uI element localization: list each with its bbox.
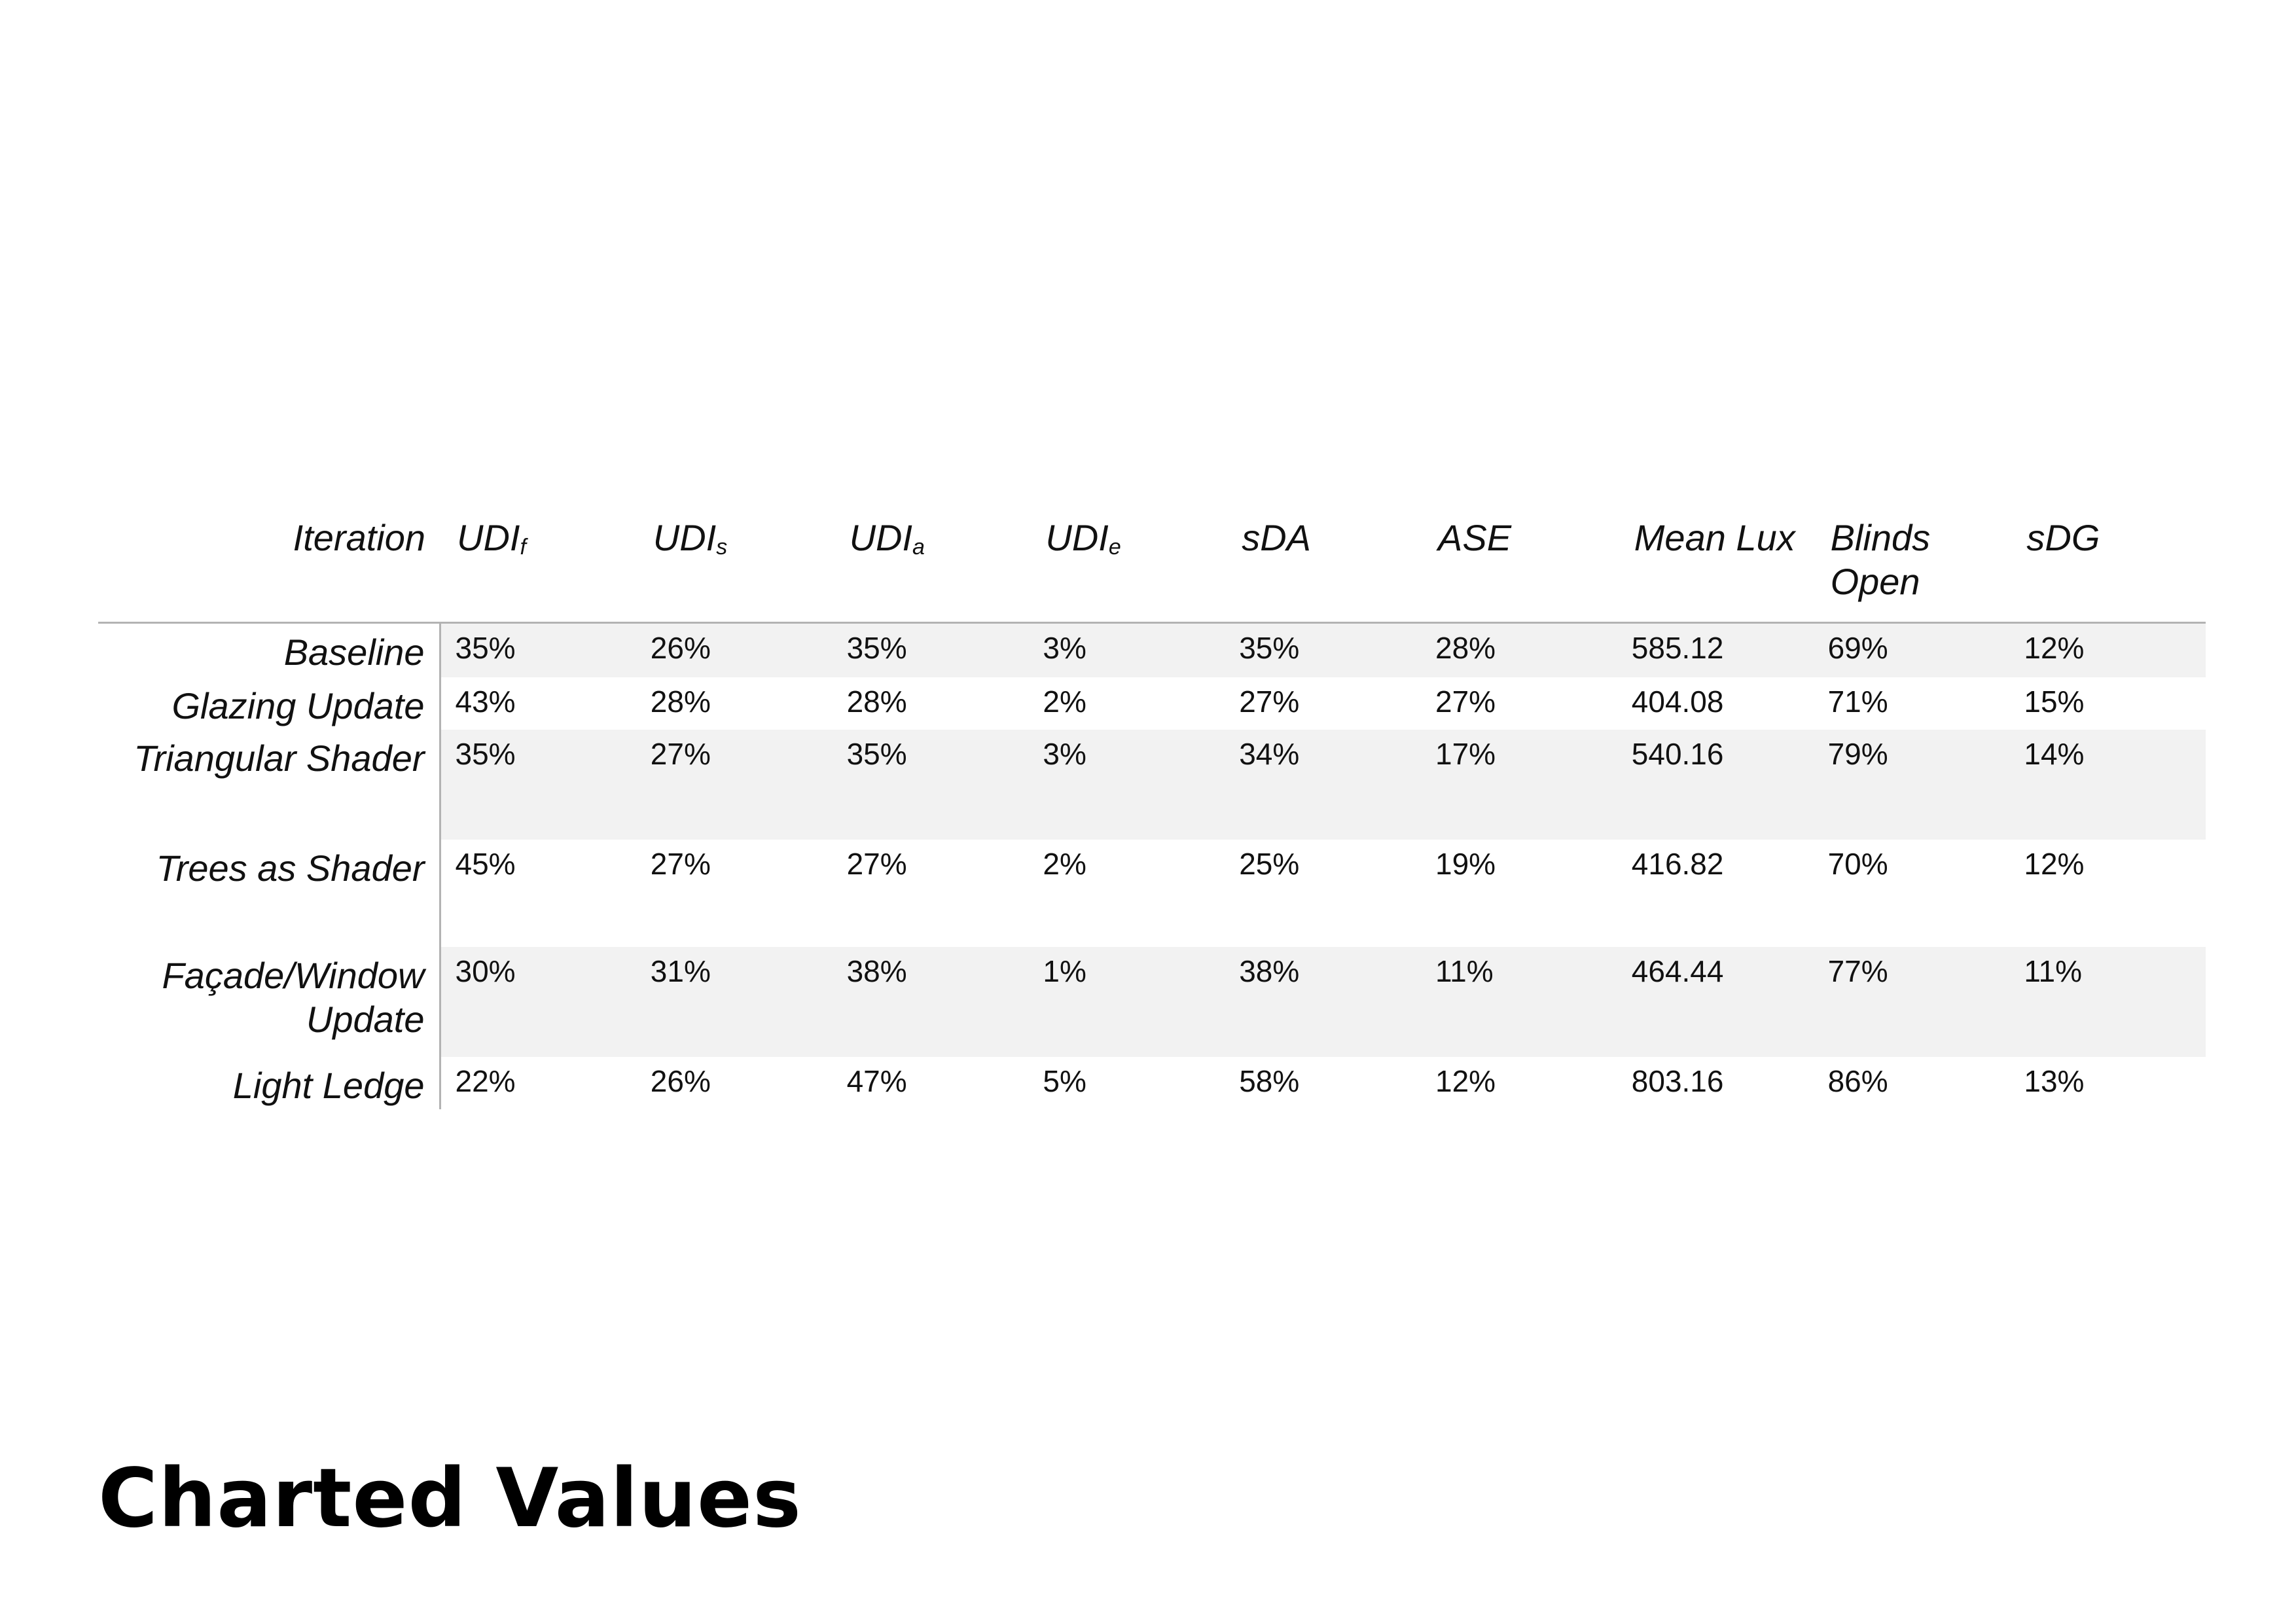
- table-cell: 69%: [1814, 623, 2010, 677]
- udi-f-header: $UDI_f$: [440, 510, 636, 623]
- row-label: Trees as Shader: [98, 840, 440, 947]
- table-cell: 38%: [833, 947, 1029, 1057]
- table-cell: 27%: [636, 730, 833, 840]
- table-row: [98, 1057, 2206, 1109]
- ase-header: ASE: [1421, 510, 1617, 623]
- table-cell: 70%: [1827, 846, 1888, 881]
- table-cell: 12%: [2009, 623, 2206, 677]
- row-label: Baseline: [98, 623, 440, 677]
- table-cell: 3%: [1028, 730, 1225, 840]
- table-cell: 43%: [455, 684, 516, 719]
- table-cell: 58%: [1239, 1063, 1300, 1098]
- table-cell: 30%: [440, 947, 636, 1057]
- table-cell: 13%: [2024, 1063, 2085, 1098]
- table-cell: 416.82: [1631, 846, 1724, 881]
- udi-s-header: $UDI_s$: [636, 510, 833, 623]
- table-cell: 27%: [1435, 684, 1496, 719]
- table-cell: 12%: [1435, 1063, 1496, 1098]
- table-cell: 34%: [1225, 730, 1421, 840]
- table-cell: 77%: [1814, 947, 2010, 1057]
- table-cell: 11%: [1421, 947, 1617, 1057]
- table-cell: 803.16: [1631, 1063, 1724, 1098]
- sdg-header: sDG: [2009, 510, 2206, 623]
- table-cell: 3%: [1028, 623, 1225, 677]
- table-cell: 27%: [846, 846, 907, 881]
- table-row: [98, 730, 2206, 840]
- row-label: Façade/Window Update: [98, 947, 440, 1057]
- udi-e-header: $UDI_e$: [1028, 510, 1225, 623]
- udi-a-header: $UDI_a$: [833, 510, 1029, 623]
- table-row: [98, 623, 2206, 677]
- table-cell: 79%: [1814, 730, 2010, 840]
- mean-lux-header: Mean Lux: [1617, 510, 1814, 623]
- table-cell: 464.44: [1617, 947, 1814, 1057]
- table-cell: 27%: [650, 846, 711, 881]
- table-cell: 25%: [1239, 846, 1300, 881]
- table-cell: 71%: [1827, 684, 1888, 719]
- blinds-open-header: Blinds Open: [1814, 510, 2010, 623]
- iteration-header: Iteration: [98, 510, 440, 623]
- table-cell: 5%: [1043, 1063, 1086, 1098]
- table-cell: 86%: [1827, 1063, 1888, 1098]
- header-row: [98, 510, 2206, 623]
- charted-values-table: [98, 510, 2206, 1109]
- table-cell: 31%: [636, 947, 833, 1057]
- table-cell: 35%: [440, 730, 636, 840]
- table-cell: 22%: [455, 1063, 516, 1098]
- table-cell: 35%: [1225, 623, 1421, 677]
- table-cell: 15%: [2024, 684, 2085, 719]
- table-cell: 11%: [2009, 947, 2206, 1057]
- table-cell: 585.12: [1617, 623, 1814, 677]
- table-cell: 2%: [1043, 846, 1086, 881]
- table-cell: 17%: [1421, 730, 1617, 840]
- sda-header: sDA: [1225, 510, 1421, 623]
- table-cell: 26%: [650, 1063, 711, 1098]
- table-cell: 27%: [1239, 684, 1300, 719]
- table-cell: 35%: [440, 623, 636, 677]
- table-cell: 26%: [636, 623, 833, 677]
- row-label: Triangular Shader: [98, 730, 440, 840]
- table-cell: 35%: [833, 730, 1029, 840]
- table-row: [98, 840, 2206, 947]
- table-cell: 12%: [2024, 846, 2085, 881]
- table-cell: 38%: [1225, 947, 1421, 1057]
- table-cell: 1%: [1028, 947, 1225, 1057]
- row-label: Light Ledge: [98, 1057, 440, 1109]
- table-cell: 28%: [650, 684, 711, 719]
- table-cell: 35%: [833, 623, 1029, 677]
- table-cell: 404.08: [1631, 684, 1724, 719]
- table-cell: 28%: [846, 684, 907, 719]
- table-cell: 19%: [1435, 846, 1496, 881]
- table-row: [98, 677, 2206, 730]
- table-cell: 28%: [1421, 623, 1617, 677]
- page-title: Charted Values: [98, 1452, 802, 1546]
- row-label: Glazing Update: [98, 677, 440, 730]
- table-cell: 47%: [846, 1063, 907, 1098]
- table-cell: 540.16: [1617, 730, 1814, 840]
- table-cell: 45%: [455, 846, 516, 881]
- table-row: [98, 947, 2206, 1057]
- table-cell: 2%: [1043, 684, 1086, 719]
- table-cell: 14%: [2009, 730, 2206, 840]
